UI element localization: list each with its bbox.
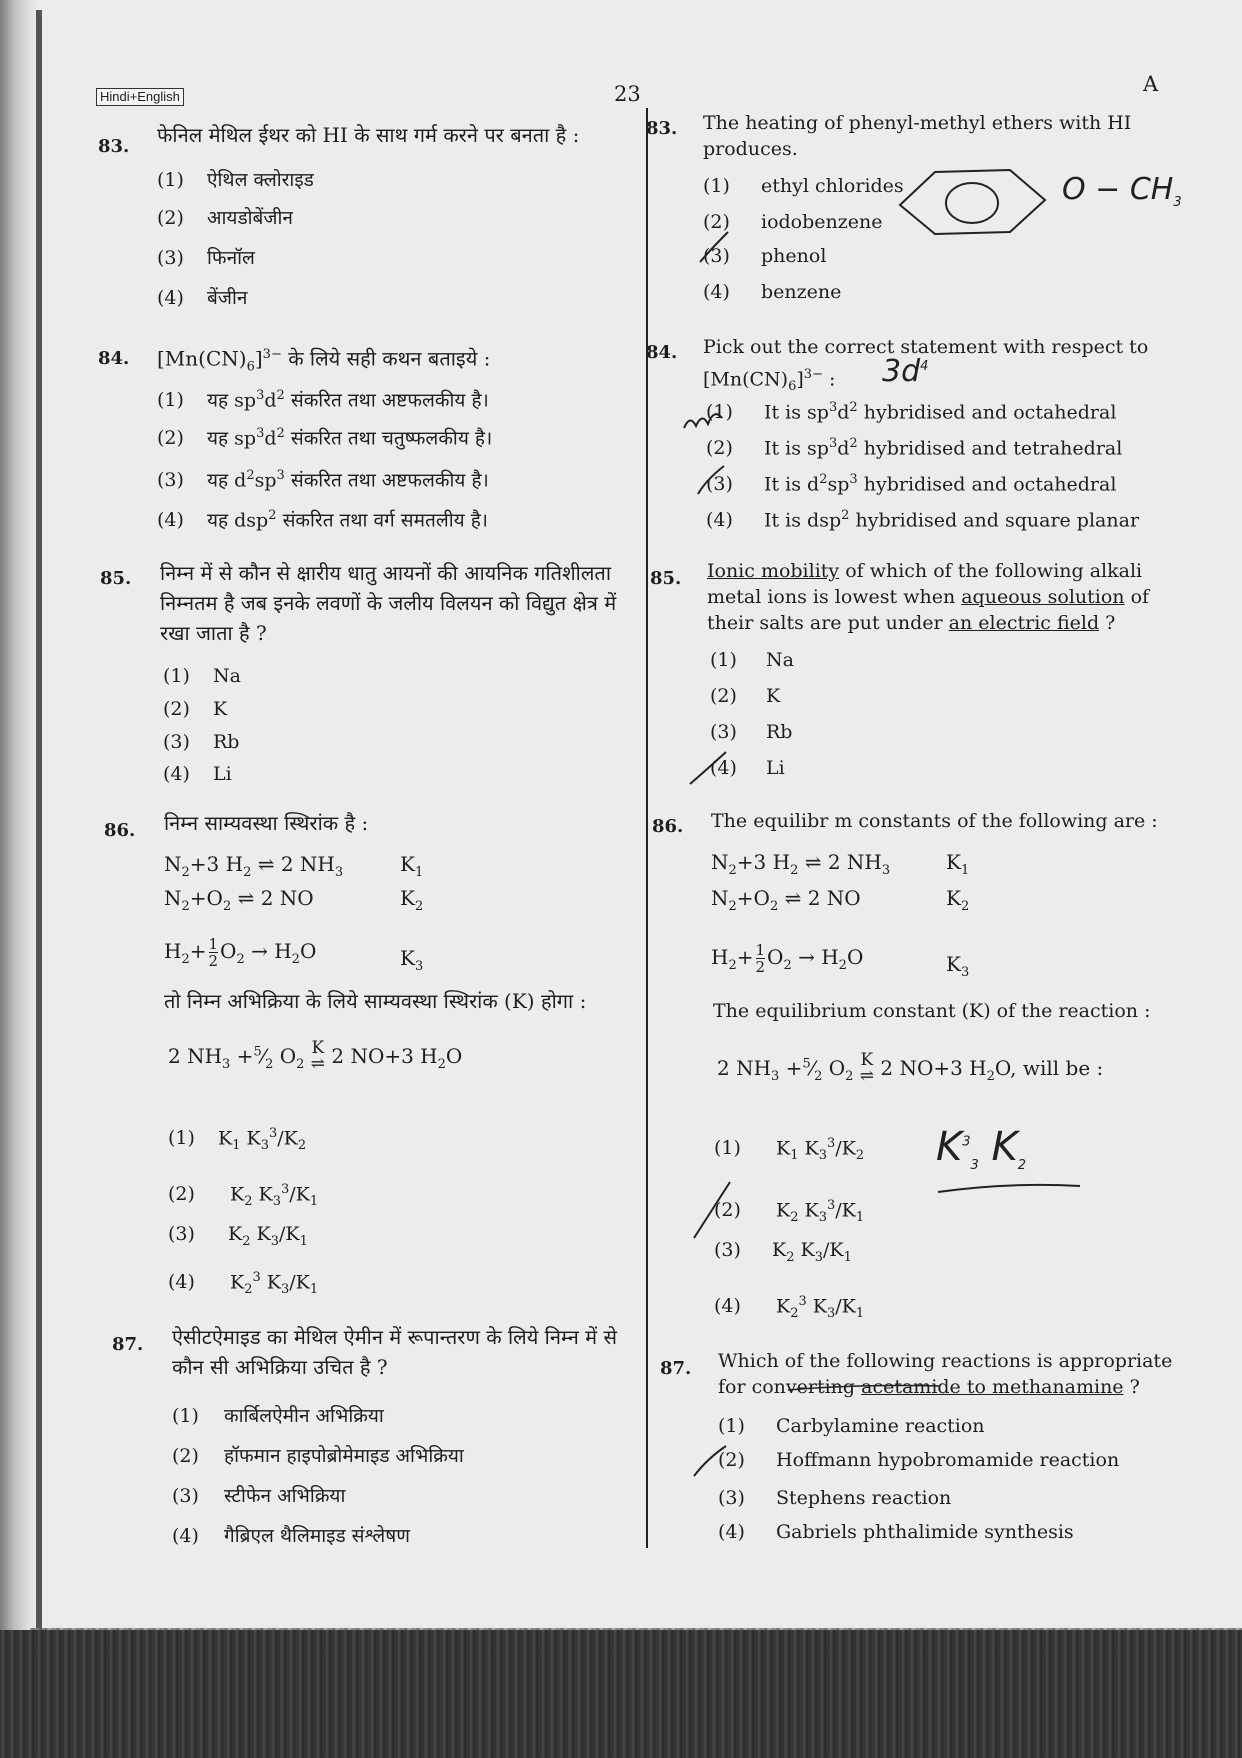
option-text: benzene <box>761 281 842 303</box>
k-subscript: 1 <box>960 863 970 878</box>
option-number: (4) <box>714 1295 741 1318</box>
equation: $N_2+O_2$ ⇌ 2 NO <box>164 886 314 914</box>
question-number: 84. <box>98 348 130 369</box>
option-number: (3) <box>706 473 733 496</box>
option-prefix: यह <box>207 469 229 492</box>
equation: $H_2+$ $\frac{1}{2}$ $O_2 \to H_2O$ <box>164 935 317 970</box>
option-number: (1) <box>706 401 733 424</box>
k-subscript: 2 <box>414 899 424 914</box>
option-number: (2) <box>710 685 737 707</box>
option-prefix: It is <box>764 473 802 496</box>
option-text: Na <box>766 649 794 671</box>
option-text: संकरित तथा अष्टफलकीय है। <box>290 469 489 492</box>
question-number: 85. <box>100 568 132 589</box>
option-number: (2) <box>168 1183 195 1206</box>
option-text: ऐथिल क्लोराइड <box>207 169 314 191</box>
equation: $H_2+$ $\frac{1}{2}$ $O_2 \to H_2O$ <box>711 941 864 976</box>
option-text: iodobenzene <box>761 211 883 233</box>
text-run: ? <box>1099 612 1116 634</box>
option-number: (3) <box>163 731 190 753</box>
option-number: (1) <box>718 1415 745 1437</box>
option-number: (1) <box>168 1127 195 1150</box>
question-text: निम्न साम्यवस्था स्थिरांक है : <box>164 811 369 835</box>
option-number: (1) <box>714 1137 741 1160</box>
option-number: (4) <box>168 1271 195 1294</box>
question-number: 85. <box>650 568 682 589</box>
option-text: संकरित तथा अष्टफलकीय है। <box>290 389 489 412</box>
option-text: Hoffmann hypobromamide reaction <box>776 1449 1120 1471</box>
option: (1) यह $sp^3d^2$ संकरित तथा अष्टफलकीय है। <box>157 388 489 412</box>
option-text: Stephens reaction <box>776 1487 952 1509</box>
handwriting-text: 3d <box>882 354 921 389</box>
handwriting-superscript: 4 <box>920 359 929 374</box>
option-number: (1) <box>157 169 184 191</box>
option-text: बेंजीन <box>207 287 248 309</box>
option-text: Carbylamine reaction <box>776 1415 985 1437</box>
equation: $N_2+O_2$ ⇌ 2 NO <box>711 886 861 914</box>
option-text: संकरित तथा चतुष्फलकीय है। <box>290 427 493 450</box>
option-number: (3) <box>157 469 184 492</box>
option-number: (1) <box>163 665 190 687</box>
option: (1) $K_1$ $K_3^3/K_2$ <box>714 1136 865 1164</box>
option-number: (3) <box>168 1223 195 1245</box>
option-number: (1) <box>703 175 730 197</box>
option-text: फिनॉल <box>207 247 255 269</box>
option: (1) $K_1$ $K_3^3/K_2$ <box>168 1126 307 1154</box>
option-number: (2) <box>157 427 184 450</box>
option-number: (3) <box>710 721 737 743</box>
option-text: Na <box>213 665 241 687</box>
option-number: (4) <box>703 281 730 303</box>
question-number: 83. <box>646 118 678 139</box>
option-text: कार्बिलऐमीन अभिक्रिया <box>224 1405 384 1427</box>
underline-mark <box>788 1386 940 1391</box>
question-number: 83. <box>98 136 130 157</box>
option-number: (3) <box>718 1487 745 1509</box>
option-number: (2) <box>718 1449 745 1471</box>
option-number: (3) <box>703 245 730 267</box>
k-symbol: K <box>946 952 961 976</box>
option-number: (1) <box>157 389 184 412</box>
option-prefix: यह <box>207 389 229 412</box>
handwriting-text: K <box>936 1124 963 1170</box>
option: (1) It is $sp^3d^2$ hybridised and octahedral <box>706 400 1117 424</box>
k-subscript: 1 <box>414 865 424 880</box>
question-text: तो निम्न अभिक्रिया के लिये साम्यवस्था स्थिरांक (K) होगा : <box>164 989 587 1013</box>
question-formula: $[Mn(CN)_6]^{3-}$ : <box>703 367 836 395</box>
option-text: Li <box>766 757 785 779</box>
handwriting-text: O − CH <box>1062 172 1174 207</box>
option-text: हॉफमान हाइपोब्रोमेमाइड अभिक्रिया <box>224 1445 464 1467</box>
option: (4) $K_2^3$ $K_3/K_1$ <box>714 1294 865 1322</box>
option-text: K <box>766 685 781 707</box>
underlined-text: Ionic mobility <box>707 560 840 582</box>
option-number: (4) <box>718 1521 745 1543</box>
tick-mark <box>700 232 728 262</box>
equation: $N_2+3$ $H_2$ ⇌ 2 $NH_3$ <box>164 852 344 880</box>
option-prefix: यह <box>207 509 229 532</box>
option: (2) It is $sp^3d^2$ hybridised and tetrahedral <box>706 436 1123 460</box>
option-prefix: It is <box>764 509 802 532</box>
option-number: (2) <box>703 211 730 233</box>
question-text: फेनिल मेथिल ईथर को HI के साथ गर्म करने पर बनता है : <box>157 123 580 147</box>
option-text: आयडोबेंजीन <box>207 207 293 229</box>
underlined-text: an electric field <box>948 612 1100 634</box>
page-number: 23 <box>614 82 641 106</box>
option: (2) यह $sp^3d^2$ संकरित तथा चतुष्फलकीय है। <box>157 426 493 450</box>
option-number: (3) <box>172 1485 199 1507</box>
question-number: 86. <box>104 820 136 841</box>
option-text: ethyl chlorides <box>761 175 904 197</box>
option-number: (4) <box>163 763 190 785</box>
option-number: (2) <box>714 1199 741 1222</box>
option-number: (2) <box>157 207 184 229</box>
question-text: The equilibrium constant (K) of the reaction : <box>713 1000 1151 1022</box>
option-text: Gabriels phthalimide synthesis <box>776 1521 1074 1543</box>
option-number: (4) <box>157 287 184 309</box>
option: (3) It is $d^2sp^3$ hybridised and octahedral <box>706 472 1117 496</box>
option-prefix: It is <box>764 401 802 424</box>
handwriting-text: K <box>991 1124 1018 1170</box>
option-number: (1) <box>172 1405 199 1427</box>
option: (3) $K_2$ $K_3/K_1$ <box>168 1223 308 1249</box>
option: (3) $K_2$ $K_3/K_1$ <box>714 1239 852 1265</box>
option-number: (3) <box>157 247 184 269</box>
option-number: (4) <box>706 509 733 532</box>
handwritten-config <box>882 354 928 389</box>
k-subscript: 3 <box>414 959 424 974</box>
option-text: गैब्रिएल थैलिमाइड संश्लेषण <box>224 1525 410 1547</box>
option-prefix: यह <box>207 427 229 450</box>
handwriting-superscript: 3 <box>962 1134 971 1150</box>
option-text: संकरित तथा वर्ग समतलीय है। <box>282 509 488 532</box>
option-number: (2) <box>706 437 733 460</box>
underlined-text: aqueous solution <box>961 586 1125 608</box>
question-text: The equilibr m constants of the following are : <box>711 810 1158 832</box>
question-number: 84. <box>646 342 678 363</box>
option-number: (4) <box>172 1525 199 1547</box>
k-symbol: K <box>400 886 415 910</box>
answer-underline <box>938 1185 1080 1192</box>
reaction-equation: 2 $NH_3$ $+^5⁄_2$ $O_2$ K ⇌ 2 NO+3 $H_2O$ <box>168 1038 463 1074</box>
text-run: of their salts are put under <box>707 586 1150 634</box>
question-text: The heating of phenyl-methyl ethers with HI produces. <box>703 112 1132 160</box>
k-symbol: K <box>400 852 415 876</box>
option-number: (4) <box>157 509 184 532</box>
reaction-k: K <box>311 1038 325 1058</box>
handwritten-answer <box>936 1124 1026 1173</box>
k-symbol: K <box>400 946 415 970</box>
handwriting-subscript: 3 <box>970 1158 979 1173</box>
option-number: (2) <box>163 698 190 720</box>
option-text: hybridised and tetrahedral <box>863 437 1123 460</box>
handwritten-ether <box>1062 172 1182 210</box>
reaction-equation: 2 $NH_3$ $+^5⁄_2$ $O_2$ K ⇌ 2 NO+3 $H_2O$, will be : <box>717 1050 1104 1086</box>
option-text: Rb <box>766 721 793 743</box>
option-number: (2) <box>172 1445 199 1467</box>
option: (2) $K_2$ $K_3^3/K_1$ <box>714 1198 865 1226</box>
benzene-circle-sketch <box>946 183 998 223</box>
option-text: hybridised and octahedral <box>863 473 1117 496</box>
text-run: , will be : <box>1010 1056 1104 1080</box>
tick-mark <box>694 1446 726 1476</box>
underlined-text: acetamide to methanamine <box>861 1376 1124 1398</box>
question-text: $[Mn(CN)_6]^{3-}$ के लिये सही कथन बताइये : <box>157 346 491 375</box>
option-number: (4) <box>710 757 737 779</box>
option-text: hybridised and octahedral <box>863 401 1117 424</box>
equation: $N_2+3$ $H_2$ ⇌ 2 $NH_3$ <box>711 850 891 878</box>
option-prefix: It is <box>764 437 802 460</box>
handwriting-subscript: 2 <box>1017 1158 1027 1173</box>
option: (4) यह dsp$^2$ संकरित तथा वर्ग समतलीय है। <box>157 508 488 532</box>
tick-mark <box>698 466 724 494</box>
k-symbol: K <box>946 886 961 910</box>
reaction-k: K <box>860 1050 874 1070</box>
option-text: K <box>213 698 228 720</box>
question-text: Pick out the correct statement with respect to <box>703 336 1149 358</box>
language-tag: Hindi+English <box>96 88 184 106</box>
question-text: निम्न में से कौन से क्षारीय धातु आयनों की आयनिक गतिशीलता निम्नतम है जब इनके लवणों के जलीय विलयन को विद्युत क्षेत्र में रखा जाता है ? <box>160 561 617 645</box>
question-text: ऐसीटऐमाइड का मेथिल ऐमीन में रूपान्तरण के लिये निम्न में से कौन सी अभिक्रिया उचित है ? <box>172 1325 617 1379</box>
handwriting-subscript: 3 <box>1173 195 1182 210</box>
question-number: 87. <box>112 1334 144 1355</box>
tick-mark <box>690 752 726 784</box>
option: (4) $K_2^3$ $K_3/K_1$ <box>168 1270 319 1298</box>
option-text: स्टीफेन अभिक्रिया <box>224 1485 346 1507</box>
option: (2) $K_2$ $K_3^3/K_1$ <box>168 1182 319 1210</box>
k-symbol: K <box>946 850 961 874</box>
option-text: phenol <box>761 245 827 267</box>
option: (4) It is dsp$^2$ hybridised and square planar <box>706 508 1140 532</box>
k-subscript: 3 <box>960 965 970 980</box>
set-letter: A <box>1143 72 1159 96</box>
option-text: Rb <box>213 731 240 753</box>
text-run: ? <box>1123 1376 1140 1398</box>
option-number: (1) <box>710 649 737 671</box>
option-text: Li <box>213 763 232 785</box>
scribble-mark <box>684 414 722 428</box>
tick-mark <box>694 1182 730 1238</box>
text-run: of which of the following alkali metal ions is lowest when <box>707 560 1143 608</box>
option-text: hybridised and square planar <box>855 509 1140 532</box>
option: (3) यह $d^2sp^3$ संकरित तथा अष्टफलकीय है। <box>157 468 489 492</box>
k-subscript: 2 <box>960 899 970 914</box>
question-number: 86. <box>652 816 684 837</box>
option-number: (3) <box>714 1239 741 1261</box>
question-lead: के लिये सही कथन बताइये : <box>288 346 491 371</box>
benzene-ring-sketch <box>900 170 1045 234</box>
question-number: 87. <box>660 1358 692 1379</box>
text-run: Which of the following reactions is appropriate for converting <box>718 1350 1173 1398</box>
